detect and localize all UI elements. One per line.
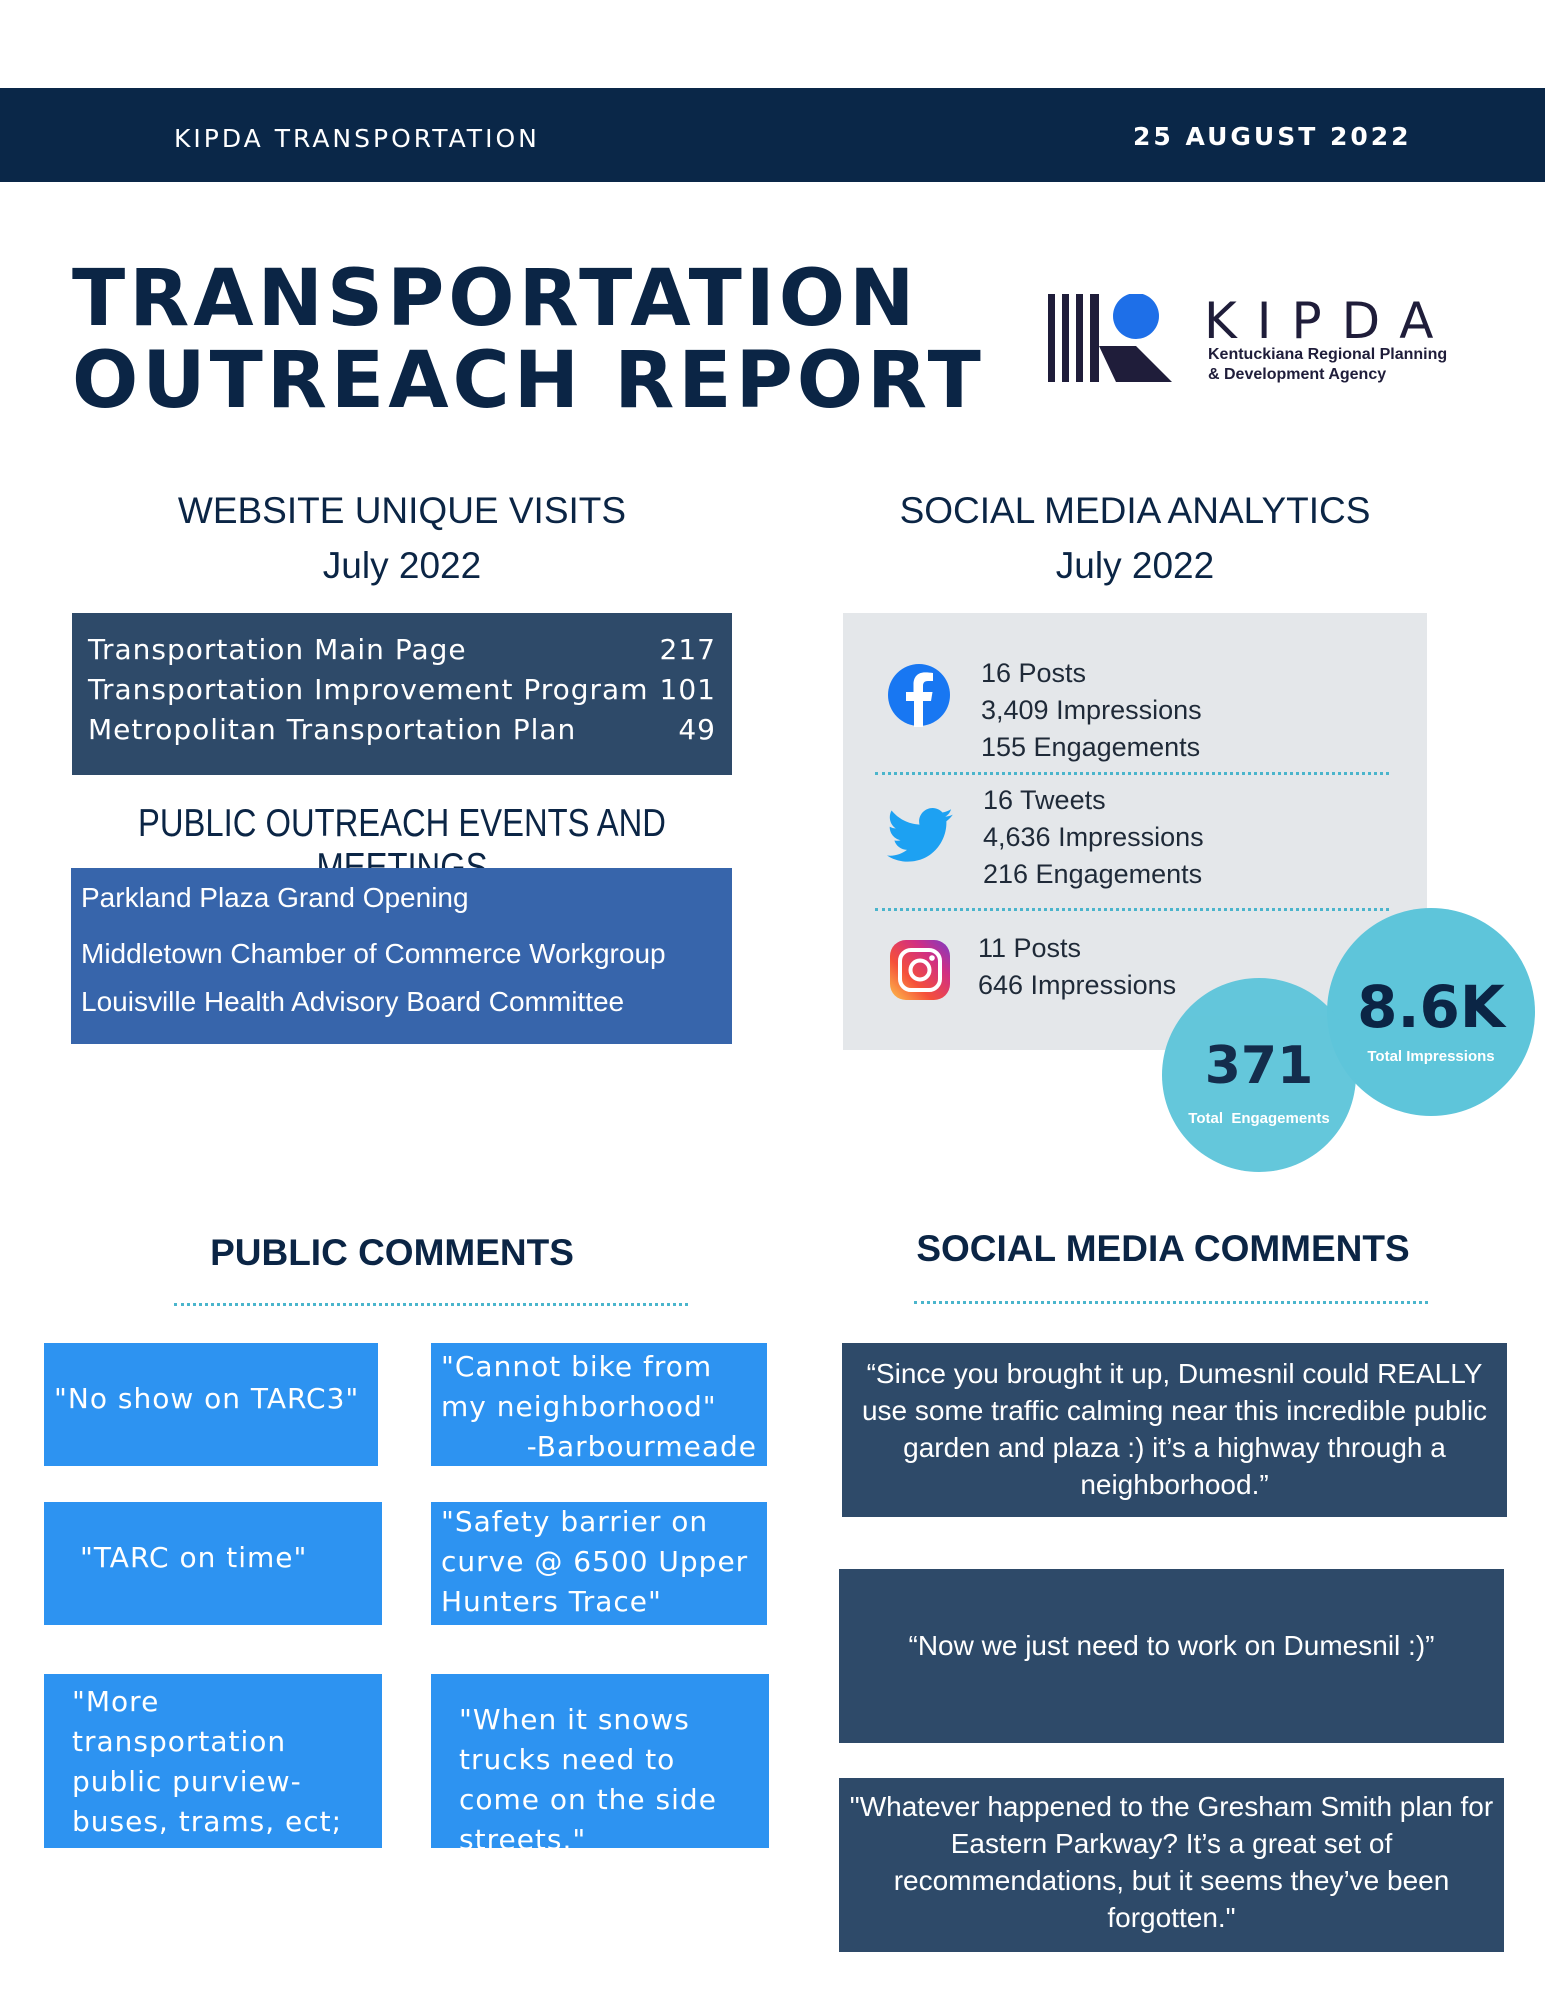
website-visits-period: July 2022 (322, 545, 482, 586)
public-comment-card (44, 1674, 382, 1878)
public-comments-heading: PUBLIC COMMENTS (210, 1232, 574, 1273)
kipda-logo-mark (1046, 294, 1186, 388)
logo-name: KIPDA (1204, 292, 1454, 350)
public-comment-text: "Cannot bike from my neighborhood" (441, 1350, 717, 1423)
visit-value: 101 (659, 673, 716, 706)
public-comment-card (431, 1674, 769, 1856)
social-comment-card (839, 1778, 1504, 1952)
visit-label: Transportation Improvement Program (88, 673, 649, 706)
divider (875, 772, 1389, 775)
public-comment-text: "Safety barrier on curve @ 6500 Upper Hunters Trace" (441, 1505, 749, 1618)
instagram-posts: 11 Posts (978, 933, 1082, 963)
total-engagements-label: Total Engagements (1188, 1110, 1330, 1127)
website-visits-heading: WEBSITE UNIQUE VISITS (177, 490, 627, 531)
website-visits-table (72, 613, 732, 775)
divider (914, 1301, 1428, 1304)
org-label: KIPDA TRANSPORTATION (174, 124, 540, 153)
visit-row (88, 673, 716, 713)
public-comment-text: "No show on TARC3" (54, 1382, 360, 1415)
facebook-engagements: 155 Engagements (981, 732, 1201, 762)
report-title-line-1: TRANSPORTATION (72, 254, 919, 344)
social-analytics-period: July 2022 (1055, 545, 1215, 586)
facebook-impressions: 3,409 Impressions (981, 695, 1202, 725)
twitter-tweets: 16 Tweets (983, 785, 1106, 815)
events-list (71, 868, 732, 1044)
event-item: Middletown Chamber of Commerce Workgroup (81, 938, 666, 969)
twitter-engagements: 216 Engagements (983, 859, 1203, 889)
public-comment-text: "More transportation public purview- buses, trams, ect; down w/ cars" (72, 1685, 343, 1878)
total-impressions-value: 8.6K (1357, 973, 1505, 1041)
facebook-icon (887, 663, 951, 727)
total-engagements-value: 371 (1204, 1036, 1314, 1096)
visit-value: 217 (659, 633, 716, 666)
public-comment-attribution: -Barbourmeade (526, 1430, 757, 1463)
total-impressions-label: Total Impressions (1367, 1048, 1495, 1065)
social-comment-card (842, 1343, 1507, 1517)
social-comment-text: “Now we just need to work on Dumesnil :)” (908, 1630, 1435, 1661)
social-analytics-heading: SOCIAL MEDIA ANALYTICS (899, 490, 1371, 531)
total-engagements-badge (1162, 978, 1356, 1172)
public-comment-card (431, 1343, 767, 1466)
event-item: Parkland Plaza Grand Opening (81, 882, 469, 913)
public-comment-text: "TARC on time" (80, 1541, 308, 1574)
visit-row (88, 633, 716, 673)
visit-row (88, 713, 716, 753)
events-heading: PUBLIC OUTREACH EVENTS AND (138, 802, 666, 845)
facebook-posts: 16 Posts (981, 658, 1087, 688)
report-title-line-2: OUTREACH REPORT (72, 336, 985, 426)
social-comment-text: “Since you brought it up, Dumesnil could REALLY use some traffic calming near this incredible public garden and plaza :) it’s a highway through a neighborhood.” (861, 1358, 1488, 1500)
public-comment-card (431, 1502, 767, 1625)
divider (875, 908, 1389, 911)
visit-label: Metropolitan Transportation Plan (88, 713, 577, 746)
event-item: Louisville Health Advisory Board Committee (81, 986, 625, 1017)
social-comment-text: "Whatever happened to the Gresham Smith plan for Eastern Parkway? It’s a great set of recommendations, but it seems they’ve been forgotten." (849, 1791, 1494, 1933)
twitter-impressions: 4,636 Impressions (983, 822, 1204, 852)
logo-subtitle-2: & Development Agency (1208, 366, 1387, 383)
public-comment-card (44, 1343, 378, 1466)
social-comment-card (839, 1569, 1504, 1743)
visit-value: 49 (678, 713, 716, 746)
social-comments-heading: SOCIAL MEDIA COMMENTS (916, 1228, 1410, 1269)
visit-label: Transportation Main Page (88, 633, 467, 666)
divider (174, 1303, 688, 1306)
instagram-icon (889, 939, 951, 1001)
public-comment-text: "When it snows trucks need to come on the side streets." (459, 1703, 717, 1856)
public-comment-card (44, 1502, 382, 1625)
logo-subtitle-1: Kentuckiana Regional Planning (1208, 346, 1448, 363)
report-date: 25 AUGUST 2022 (1133, 122, 1412, 151)
twitter-icon (887, 808, 953, 864)
total-impressions-badge (1327, 908, 1535, 1116)
instagram-impressions: 646 Impressions (978, 970, 1177, 1000)
